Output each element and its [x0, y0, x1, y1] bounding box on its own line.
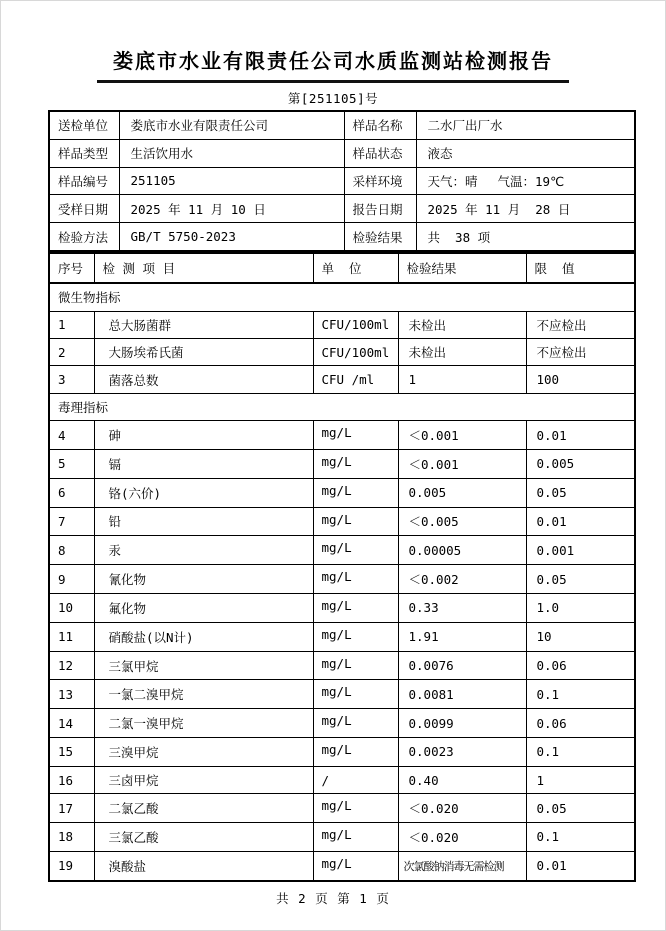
unit-cell: mg/L [313, 449, 398, 478]
info-value: 二水厂出厂水 [416, 111, 635, 139]
info-value: 生活饮用水 [119, 139, 344, 167]
seq-cell: 2 [49, 338, 94, 365]
result-row [49, 651, 635, 680]
item-cell: 一氯二溴甲烷 [94, 680, 313, 709]
result-row [49, 709, 635, 738]
unit-cell: mg/L [313, 738, 398, 767]
unit-cell: mg/L [313, 794, 398, 823]
info-label: 样品类型 [49, 139, 119, 167]
seq-cell: 15 [49, 738, 94, 767]
item-cell: 溴酸盐 [94, 851, 313, 881]
limit-cell: 0.01 [526, 851, 635, 881]
unit-cell: mg/L [313, 507, 398, 536]
info-label: 检验方法 [49, 223, 119, 251]
info-label: 样品编号 [49, 167, 119, 195]
limit-cell: 1 [526, 766, 635, 793]
limit-cell: 0.1 [526, 738, 635, 767]
result-cell: ＜0.020 [398, 823, 526, 852]
item-cell: 三氯甲烷 [94, 651, 313, 680]
limit-cell: 不应检出 [526, 311, 635, 338]
unit-cell: mg/L [313, 709, 398, 738]
result-row [49, 593, 635, 622]
seq-cell: 18 [49, 823, 94, 852]
info-row [49, 111, 635, 139]
result-cell: 1.91 [398, 622, 526, 651]
info-value: GB/T 5750-2023 [119, 223, 344, 251]
unit-cell: mg/L [313, 622, 398, 651]
seq-cell: 1 [49, 311, 94, 338]
results-header-row [49, 253, 635, 283]
result-cell: ＜0.002 [398, 565, 526, 594]
page-footer: 共 2 页 第 1 页 [276, 891, 390, 906]
test-results-table [48, 252, 636, 882]
info-label: 报告日期 [344, 195, 416, 223]
unit-cell: mg/L [313, 536, 398, 565]
info-value: 共 38 项 [416, 223, 635, 251]
unit-cell: CFU /ml [313, 366, 398, 393]
result-row [49, 311, 635, 338]
seq-cell: 16 [49, 766, 94, 793]
info-value: 天气：晴 气温：19℃ [416, 167, 635, 195]
result-cell: ＜0.001 [398, 449, 526, 478]
result-row [49, 823, 635, 852]
limit-cell: 0.05 [526, 794, 635, 823]
item-cell: 三卤甲烷 [94, 766, 313, 793]
unit-cell: mg/L [313, 565, 398, 594]
info-row [49, 139, 635, 167]
result-row [49, 766, 635, 793]
result-cell: 0.40 [398, 766, 526, 793]
result-cell: 0.0099 [398, 709, 526, 738]
item-cell: 三溴甲烷 [94, 738, 313, 767]
unit-cell: mg/L [313, 421, 398, 450]
result-row [49, 449, 635, 478]
info-label: 受样日期 [49, 195, 119, 223]
info-value: 娄底市水业有限责任公司 [119, 111, 344, 139]
result-row [49, 851, 635, 881]
seq-cell: 8 [49, 536, 94, 565]
seq-cell: 5 [49, 449, 94, 478]
info-label: 采样环境 [344, 167, 416, 195]
section-row [49, 283, 635, 311]
report-title: 娄底市水业有限责任公司水质监测站检测报告 [97, 45, 569, 83]
result-cell: 次氯酸钠消毒无需检测 [398, 851, 526, 881]
result-cell: 未检出 [398, 311, 526, 338]
info-label: 样品状态 [344, 139, 416, 167]
limit-cell: 0.01 [526, 507, 635, 536]
seq-cell: 11 [49, 622, 94, 651]
result-cell: 0.0081 [398, 680, 526, 709]
item-cell: 汞 [94, 536, 313, 565]
result-cell: 1 [398, 366, 526, 393]
result-row [49, 478, 635, 507]
unit-cell: mg/L [313, 680, 398, 709]
item-cell: 三氯乙酸 [94, 823, 313, 852]
unit-cell: mg/L [313, 478, 398, 507]
item-cell: 总大肠菌群 [94, 311, 313, 338]
result-row [49, 622, 635, 651]
info-label: 样品名称 [344, 111, 416, 139]
limit-cell: 0.06 [526, 709, 635, 738]
item-cell: 二氯一溴甲烷 [94, 709, 313, 738]
limit-cell: 0.005 [526, 449, 635, 478]
result-cell: ＜0.020 [398, 794, 526, 823]
seq-cell: 12 [49, 651, 94, 680]
info-label: 送检单位 [49, 111, 119, 139]
result-row [49, 421, 635, 450]
unit-cell: mg/L [313, 593, 398, 622]
item-cell: 氰化物 [94, 565, 313, 594]
unit-cell: CFU/100ml [313, 311, 398, 338]
column-header: 序号 [49, 253, 94, 283]
section-row [49, 393, 635, 420]
limit-cell: 0.05 [526, 565, 635, 594]
result-cell: ＜0.001 [398, 421, 526, 450]
info-value: 2025 年 11 月 10 日 [119, 195, 344, 223]
result-cell: 0.005 [398, 478, 526, 507]
seq-cell: 7 [49, 507, 94, 536]
result-row [49, 738, 635, 767]
item-cell: 铬(六价) [94, 478, 313, 507]
item-cell: 镉 [94, 449, 313, 478]
seq-cell: 4 [49, 421, 94, 450]
limit-cell: 0.01 [526, 421, 635, 450]
result-cell: 未检出 [398, 338, 526, 365]
info-value: 251105 [119, 167, 344, 195]
result-row [49, 680, 635, 709]
result-row [49, 536, 635, 565]
limit-cell: 0.1 [526, 823, 635, 852]
item-cell: 硝酸盐(以N计) [94, 622, 313, 651]
column-header: 单 位 [313, 253, 398, 283]
column-header: 检验结果 [398, 253, 526, 283]
document-number: 第[251105]号 [287, 91, 379, 106]
result-cell: 0.0023 [398, 738, 526, 767]
info-value: 液态 [416, 139, 635, 167]
item-cell: 铅 [94, 507, 313, 536]
result-cell: ＜0.005 [398, 507, 526, 536]
column-header: 限 值 [526, 253, 635, 283]
item-cell: 氟化物 [94, 593, 313, 622]
item-cell: 菌落总数 [94, 366, 313, 393]
seq-cell: 14 [49, 709, 94, 738]
item-cell: 砷 [94, 421, 313, 450]
result-row [49, 338, 635, 365]
column-header: 检 测 项 目 [94, 253, 313, 283]
limit-cell: 1.0 [526, 593, 635, 622]
result-cell: 0.0076 [398, 651, 526, 680]
info-row [49, 167, 635, 195]
seq-cell: 19 [49, 851, 94, 881]
unit-cell: mg/L [313, 823, 398, 852]
info-row [49, 223, 635, 251]
unit-cell: mg/L [313, 851, 398, 881]
seq-cell: 17 [49, 794, 94, 823]
limit-cell: 0.05 [526, 478, 635, 507]
result-row [49, 507, 635, 536]
limit-cell: 0.06 [526, 651, 635, 680]
unit-cell: CFU/100ml [313, 338, 398, 365]
result-row [49, 794, 635, 823]
report-header [1, 45, 665, 83]
info-value: 2025 年 11 月 28 日 [416, 195, 635, 223]
unit-cell: / [313, 766, 398, 793]
section-label: 毒理指标 [49, 393, 635, 420]
result-row [49, 565, 635, 594]
result-cell: 0.33 [398, 593, 526, 622]
seq-cell: 6 [49, 478, 94, 507]
limit-cell: 0.001 [526, 536, 635, 565]
seq-cell: 10 [49, 593, 94, 622]
limit-cell: 不应检出 [526, 338, 635, 365]
seq-cell: 9 [49, 565, 94, 594]
limit-cell: 100 [526, 366, 635, 393]
info-row [49, 195, 635, 223]
result-row [49, 366, 635, 393]
limit-cell: 0.1 [526, 680, 635, 709]
item-cell: 二氯乙酸 [94, 794, 313, 823]
limit-cell: 10 [526, 622, 635, 651]
item-cell: 大肠埃希氏菌 [94, 338, 313, 365]
result-cell: 0.00005 [398, 536, 526, 565]
info-label: 检验结果 [344, 223, 416, 251]
unit-cell: mg/L [313, 651, 398, 680]
sample-info-table [48, 110, 636, 252]
section-label: 微生物指标 [49, 283, 635, 311]
seq-cell: 13 [49, 680, 94, 709]
seq-cell: 3 [49, 366, 94, 393]
